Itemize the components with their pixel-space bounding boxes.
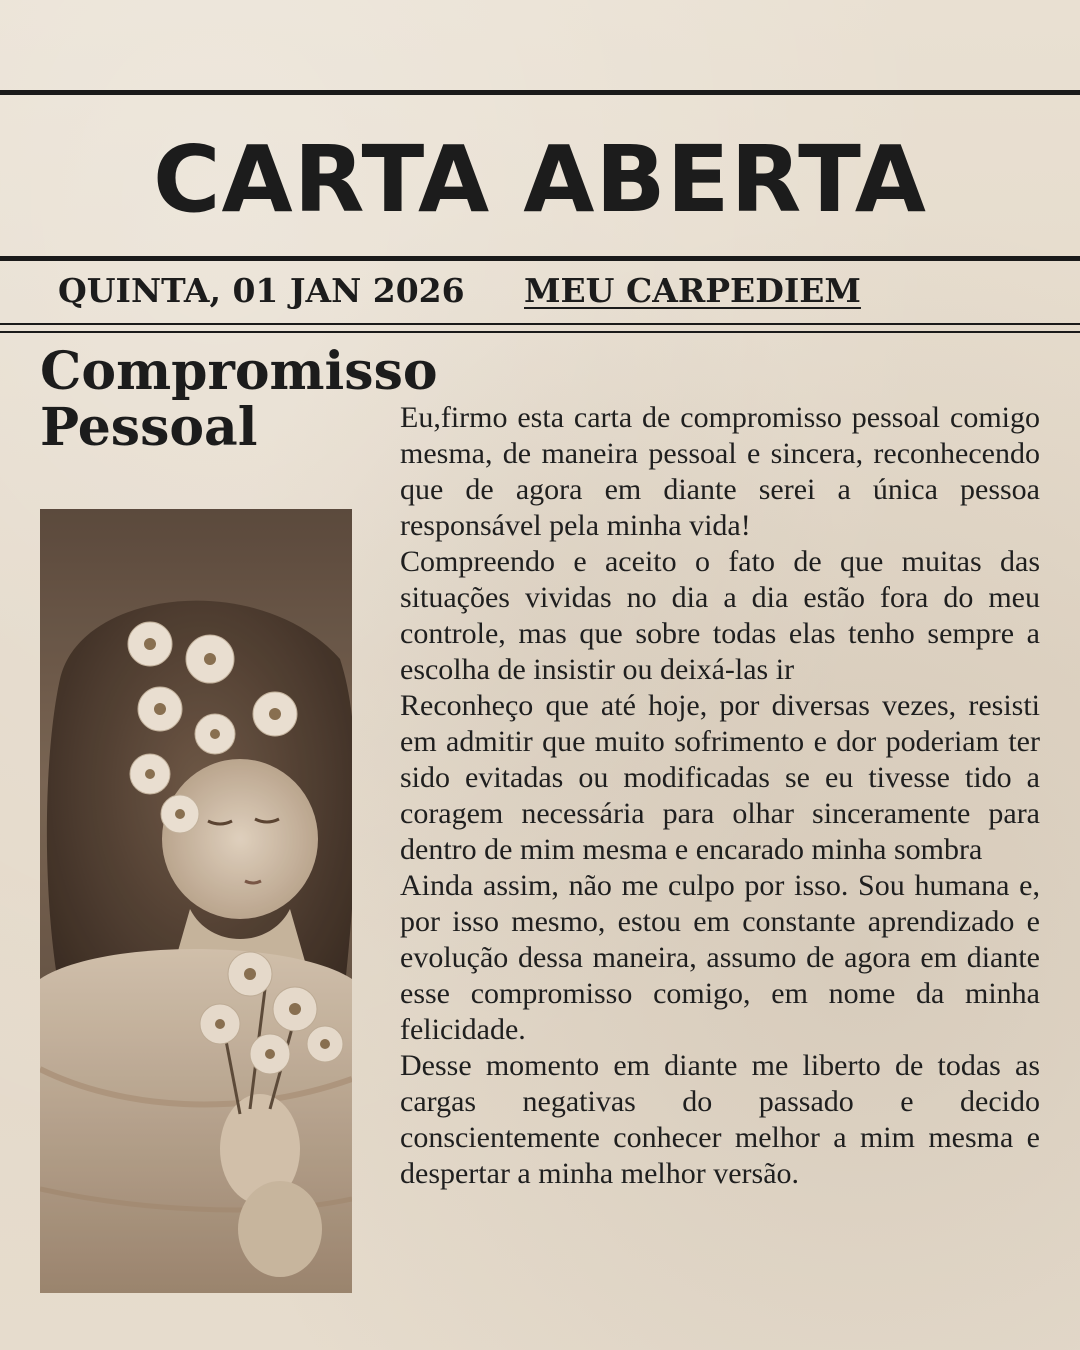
article-paragraph-2: Compreendo e aceito o fato de que muitas das situações vividas no dia a dia estão fora do meu controle, mas que sobre todas elas tenho sempre a escolha de insistir ou deixá-las ir [400,545,1040,686]
headline-line-1: Compromisso [40,341,438,402]
top-rule [0,90,1080,95]
article-headline [40,341,460,458]
masthead-bottom-rule [0,256,1080,261]
article-paragraph-4: Ainda assim, não me culpo por isso. Sou humana e, por isso mesmo, estou em constante aprendizado e evolução dessa maneira, assumo de agora em diante esse compromisso comigo, em nome da minha felicidade. [400,869,1040,1046]
headline-line-2: Pessoal [40,397,258,458]
vintage-photo [40,509,352,1293]
dateline-date: QUINTA, 01 JAN 2026 [58,271,465,310]
dateline-rule-upper [0,323,1080,325]
vintage-photo-image [40,509,352,1293]
dateline-rule-lower [0,331,1080,333]
article-body [400,400,1040,1192]
article-paragraph-1: Eu,firmo esta carta de compromisso pessoal comigo mesma, de maneira pessoal e sincera, reconhecendo que de agora em diante serei a única pessoa responsável pela minha vida! [400,401,1040,542]
article-paragraph-5: Desse momento em diante me liberto de todas as cargas negativas do passado e decido conscientemente conhecer melhor a mim mesma e despertar a minha melhor versão. [400,1049,1040,1190]
section-link[interactable]: MEU CARPEDIEM [524,271,861,310]
article-paragraph-3: Reconheço que até hoje, por diversas vezes, resisti em admitir que muito sofrimento e dor poderiam ter sido evitadas ou modificadas se eu tivesse tido a coragem necessária para olhar sinceramente para dentro de mim mesma e encarado minha sombra [400,689,1040,866]
masthead-title: CARTA ABERTA [153,126,927,233]
